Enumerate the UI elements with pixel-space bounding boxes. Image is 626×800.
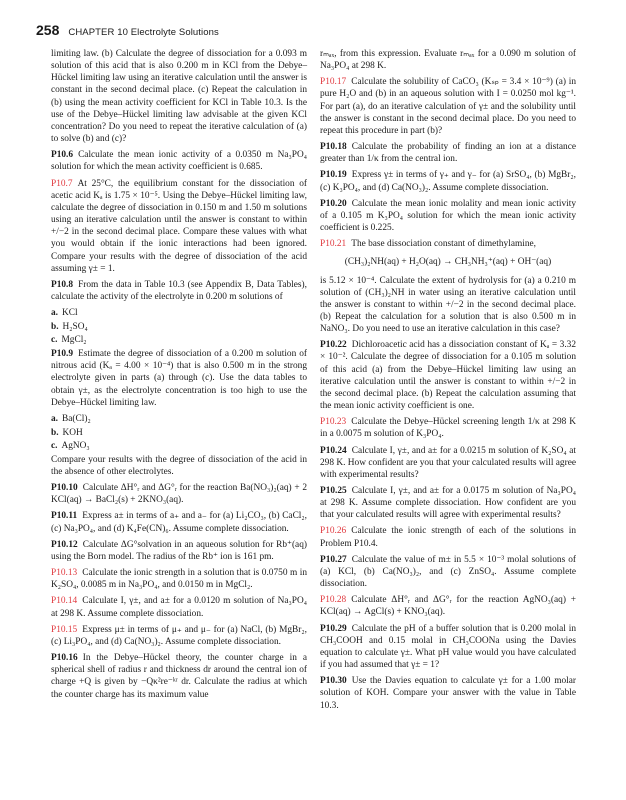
problem — [51, 624, 307, 648]
problem-number: P10.24 — [320, 445, 347, 456]
problem-number: P10.16 — [51, 653, 78, 664]
list-item-text: KOH — [62, 427, 83, 438]
problem — [51, 510, 307, 534]
problem-number: P10.28 — [320, 595, 347, 606]
problem-text: Calculate I, γ±, and a± for a 0.0175 m solution of Na₃PO₄ at 298 K. Assume complete dissociation. How confident are you that your calculated results will agree with experimental results? — [320, 486, 576, 521]
problem-number: P10.23 — [320, 417, 347, 428]
problem-text: Calculate the solubility of CaCO₃ (Kₛₚ = 3.4 × 10⁻⁹) (a) in pure H₂O and (b) in an aqueous solution with I = 0.0250 mol kg⁻¹. For part (a), do an iterative calculation of γ± and the solubility until the answer is constant in the second decimal place. Do you need to repeat this procedure in part (b)? — [320, 77, 576, 136]
problem-text: In the Debye–Hückel theory, the counter charge in a spherical shell of radius r and thickness dr around the central ion of charge +Q is given by −Qκ²re⁻ᵏʳ dr. Calculate the radius at which the counter charge has its maximum value — [51, 653, 307, 700]
list-item — [51, 413, 307, 425]
list-item-text: H₂SO₄ — [62, 321, 88, 332]
problem-number: P10.8 — [51, 279, 74, 290]
problem — [51, 149, 307, 173]
problem-text: Use the Davies equation to calculate γ± for a 1.00 molar solution of KOH. Compare your answer with the value in Table 10.3. — [320, 676, 576, 711]
problem-text: Express μ± in terms of μ₊ and μ₋ for (a) NaCl, (b) MgBr₂, (c) Li₃PO₄, and (d) Ca(NO₃)₂. Assume complete dissociation. — [51, 624, 307, 647]
problem-number: P10.21 — [320, 239, 347, 250]
list-item — [51, 427, 307, 439]
problem — [51, 482, 307, 506]
problem-text: Calculate the mean ionic activity of a 0.0350 m Na₃PO₄ solution for which the mean activity coefficient is 0.685. — [51, 150, 307, 173]
right-column — [320, 48, 576, 716]
list-item — [51, 440, 307, 452]
list-item-text: MgCl₂ — [61, 335, 87, 346]
problem — [320, 445, 576, 481]
problem-text: Calculate the ionic strength of each of the solutions in Problem P10.4. — [320, 526, 576, 549]
list-item-label: c. — [51, 441, 58, 452]
problem-number: P10.6 — [51, 150, 74, 161]
problem — [320, 623, 576, 672]
page-header — [36, 22, 219, 38]
list-item-text: Ba(Cl)₂ — [62, 413, 91, 424]
problem-text: Calculate ΔH°ᵣ and ΔG°ᵣ for the reaction Ba(NO₃)₂(aq) + 2 KCl(aq) → BaCl₂(s) + 2KNO₃(aq). — [51, 483, 307, 506]
problem-number: P10.22 — [320, 340, 347, 351]
problem — [320, 525, 576, 549]
problem — [320, 554, 576, 590]
list-item — [51, 307, 307, 319]
problem-text: Calculate the pH of a buffer solution that is 0.200 molal in CH₃COOH and 0.15 molal in CH₃COONa using the Davies equation to calculate γ±. What pH value would you have calculated if you had assumed that γ± = 1? — [320, 623, 576, 671]
chapter-title: CHAPTER 10 Electrolyte Solutions — [68, 27, 219, 38]
problem-number: P10.11 — [51, 511, 78, 522]
problem — [320, 339, 576, 412]
problem-text: Calculate the probability of finding an ion at a distance greater than 1/κ from the central ion. — [320, 142, 576, 165]
continuation-text: limiting law. (b) Calculate the degree of dissociation for a 0.093 m solution of this acid that is also 0.200 m in KCl from the Debye–Hückel limiting law using an iterative calculation until the answer is constant in the second decimal place. (c) Repeat the calculation in (b) using the mean activity coefficient for KCl in Table 10.3. Is the use of the Debye–Hückel limiting law advisable at the given KCl concentration? Do you need to repeat the iterative calculation of (a) to solve (b) and (c)? — [51, 49, 307, 145]
problem — [320, 141, 576, 165]
problem-number: P10.10 — [51, 483, 78, 494]
problem-text: The base dissociation constant of dimethylamine, — [351, 239, 536, 250]
problem-number: P10.17 — [320, 77, 347, 88]
problem-text: Express γ± in terms of γ₊ and γ₋ for (a) SrSO₄, (b) MgBr₂, (c) K₃PO₄, and (d) Ca(NO₃)₂. Assume complete dissociation. — [320, 170, 576, 193]
list-item-label: b. — [51, 427, 59, 438]
list-item — [51, 334, 307, 346]
problem-text: Estimate the degree of dissociation of a 0.200 m solution of nitrous acid (Kₐ = 4.00 × 10⁻⁴) that is also 0.500 m in the strong electrolyte given in parts (a) through (c). Use the data tables to obtain γ±, as the electrolyte concentration is too high to use the Debye–Hückel limiting law. — [51, 349, 307, 408]
problem-number: P10.27 — [320, 554, 347, 565]
problem — [51, 348, 307, 409]
problem-text: At 25°C, the equilibrium constant for the dissociation of acetic acid Kₐ is 1.75 × 10⁻⁵. Using the Debye–Hückel limiting law, calculate the degree of dissociation in 0.150 m and 1.50 m solutions using an iterative calculation until the answer is constant to within +/−2 in the second decimal place. Compare these values with what you would obtain if the ionic interactions had been ignored. Compare your results with the degree of dissociation of the acid assuming γ± = 1. — [51, 178, 307, 274]
problem — [51, 279, 307, 303]
list-item-label: b. — [51, 321, 59, 332]
problem — [320, 169, 576, 193]
problem-text: Calculate the Debye–Hückel screening length 1/κ at 298 K in a 0.0075 m solution of K₃PO₄. — [320, 417, 576, 440]
problem-text: From the data in Table 10.3 (see Appendix B, Data Tables), calculate the activity of the electrolyte in 0.200 m solutions of — [51, 279, 307, 302]
problem — [320, 485, 576, 521]
problem-text: Calculate ΔH°ᵣ and ΔG°ᵣ for the reaction AgNO₃(aq) + KCl(aq) → AgCl(s) + KNO₃(aq). — [320, 595, 576, 618]
problem-number: P10.15 — [51, 624, 78, 635]
problem — [51, 595, 307, 619]
problem-number: P10.9 — [51, 349, 74, 360]
problem-number: P10.12 — [51, 539, 78, 550]
list-item-text: KCl — [62, 308, 78, 319]
problem — [320, 76, 576, 137]
problem-number: P10.30 — [320, 676, 347, 687]
continuation-text: Compare your results with the degree of dissociation of the acid in the absence of other electrolytes. — [51, 454, 307, 477]
problem-text: Calculate I, γ±, and a± for a 0.0120 m solution of Na₃PO₄ at 298 K. Assume complete dissociation. — [51, 596, 307, 619]
problem-text: Calculate ΔG°solvation in an aqueous solution for Rb⁺(aq) using the Born model. The radius of the Rb⁺ ion is 161 pm. — [51, 539, 307, 562]
page-number: 258 — [36, 22, 60, 38]
list-item — [51, 321, 307, 333]
problem-text: Calculate the mean ionic molality and mean ionic activity of a 0.105 m K₃PO₄ solution for which the mean ionic activity coefficient is 0.225. — [320, 198, 576, 234]
problem-number: P10.25 — [320, 486, 347, 496]
left-column — [51, 48, 307, 705]
problem-number: P10.26 — [320, 526, 347, 537]
problem-text: Calculate the ionic strength in a solution that is 0.0750 m in K₂SO₄, 0.0085 m in Na₃PO₄, and 0.0150 m in MgCl₂. — [51, 568, 307, 591]
problem-number: P10.19 — [320, 170, 347, 181]
problem — [320, 416, 576, 440]
problem — [320, 198, 576, 234]
problem-number: P10.13 — [51, 568, 78, 579]
problem — [320, 594, 576, 618]
problem-number: P10.14 — [51, 596, 78, 607]
problem-number: P10.18 — [320, 142, 347, 153]
problem-text: Calculate the value of m± in 5.5 × 10⁻³ molal solutions of (a) KCl, (b) Ca(NO₃)₂, and (c) ZnSO₄. Assume complete dissociation. — [320, 554, 576, 590]
problem-text: Calculate I, γ±, and a± for a 0.0215 m solution of K₂SO₄ at 298 K. How confident are you that your calculated results will agree with experimental results? — [320, 445, 576, 480]
problem — [320, 238, 576, 250]
problem — [320, 675, 576, 711]
continuation-text: rₘₐₓ, from this expression. Evaluate rₘₐₓ for a 0.090 m solution of Na₃PO₄ at 298 K. — [320, 49, 576, 72]
continuation-text: is 5.12 × 10⁻⁴. Calculate the extent of hydrolysis for (a) a 0.210 m solution of (CH₃)₂NH in water using an iterative calculation until the answer is constant to within +/−2 in the second decimal place. (b) Repeat the calculation for a solution that is also 0.500 m in NaNO₃. Do you need to use an iterative calculation in this case? — [320, 275, 576, 335]
list-item-label: c. — [51, 335, 58, 346]
list-item-label: a. — [51, 308, 59, 319]
problem — [51, 652, 307, 701]
problem — [51, 567, 307, 591]
problem — [51, 178, 307, 275]
problem-text: Express a± in terms of a₊ and a₋ for (a) Li₂CO₃, (b) CaCl₂, (c) Na₃PO₄, and (d) K₄Fe(CN)₆. Assume complete dissociation. — [51, 511, 307, 534]
list-item-text: AgNO₃ — [61, 441, 90, 452]
problem-number: P10.20 — [320, 198, 347, 209]
problem-text: Dichloroacetic acid has a dissociation constant of Kₐ = 3.32 × 10⁻². Calculate the degree of dissociation for a 0.105 m solution of this acid (a) from the Debye–Hückel limiting law using an iterative calculation until the answer is constant to within +/−2 in the second decimal place. (b) Repeat the calculation assuming that the mean ionic activity coefficient is one. — [320, 340, 576, 412]
problem — [51, 539, 307, 563]
problem-number: P10.29 — [320, 623, 347, 634]
list-item-label: a. — [51, 413, 59, 424]
equation: (CH₃)₂NH(aq) + H₂O(aq) → CH₃NH₃⁺(aq) + OH⁻(aq) — [344, 257, 552, 268]
problem-number: P10.7 — [51, 178, 73, 189]
